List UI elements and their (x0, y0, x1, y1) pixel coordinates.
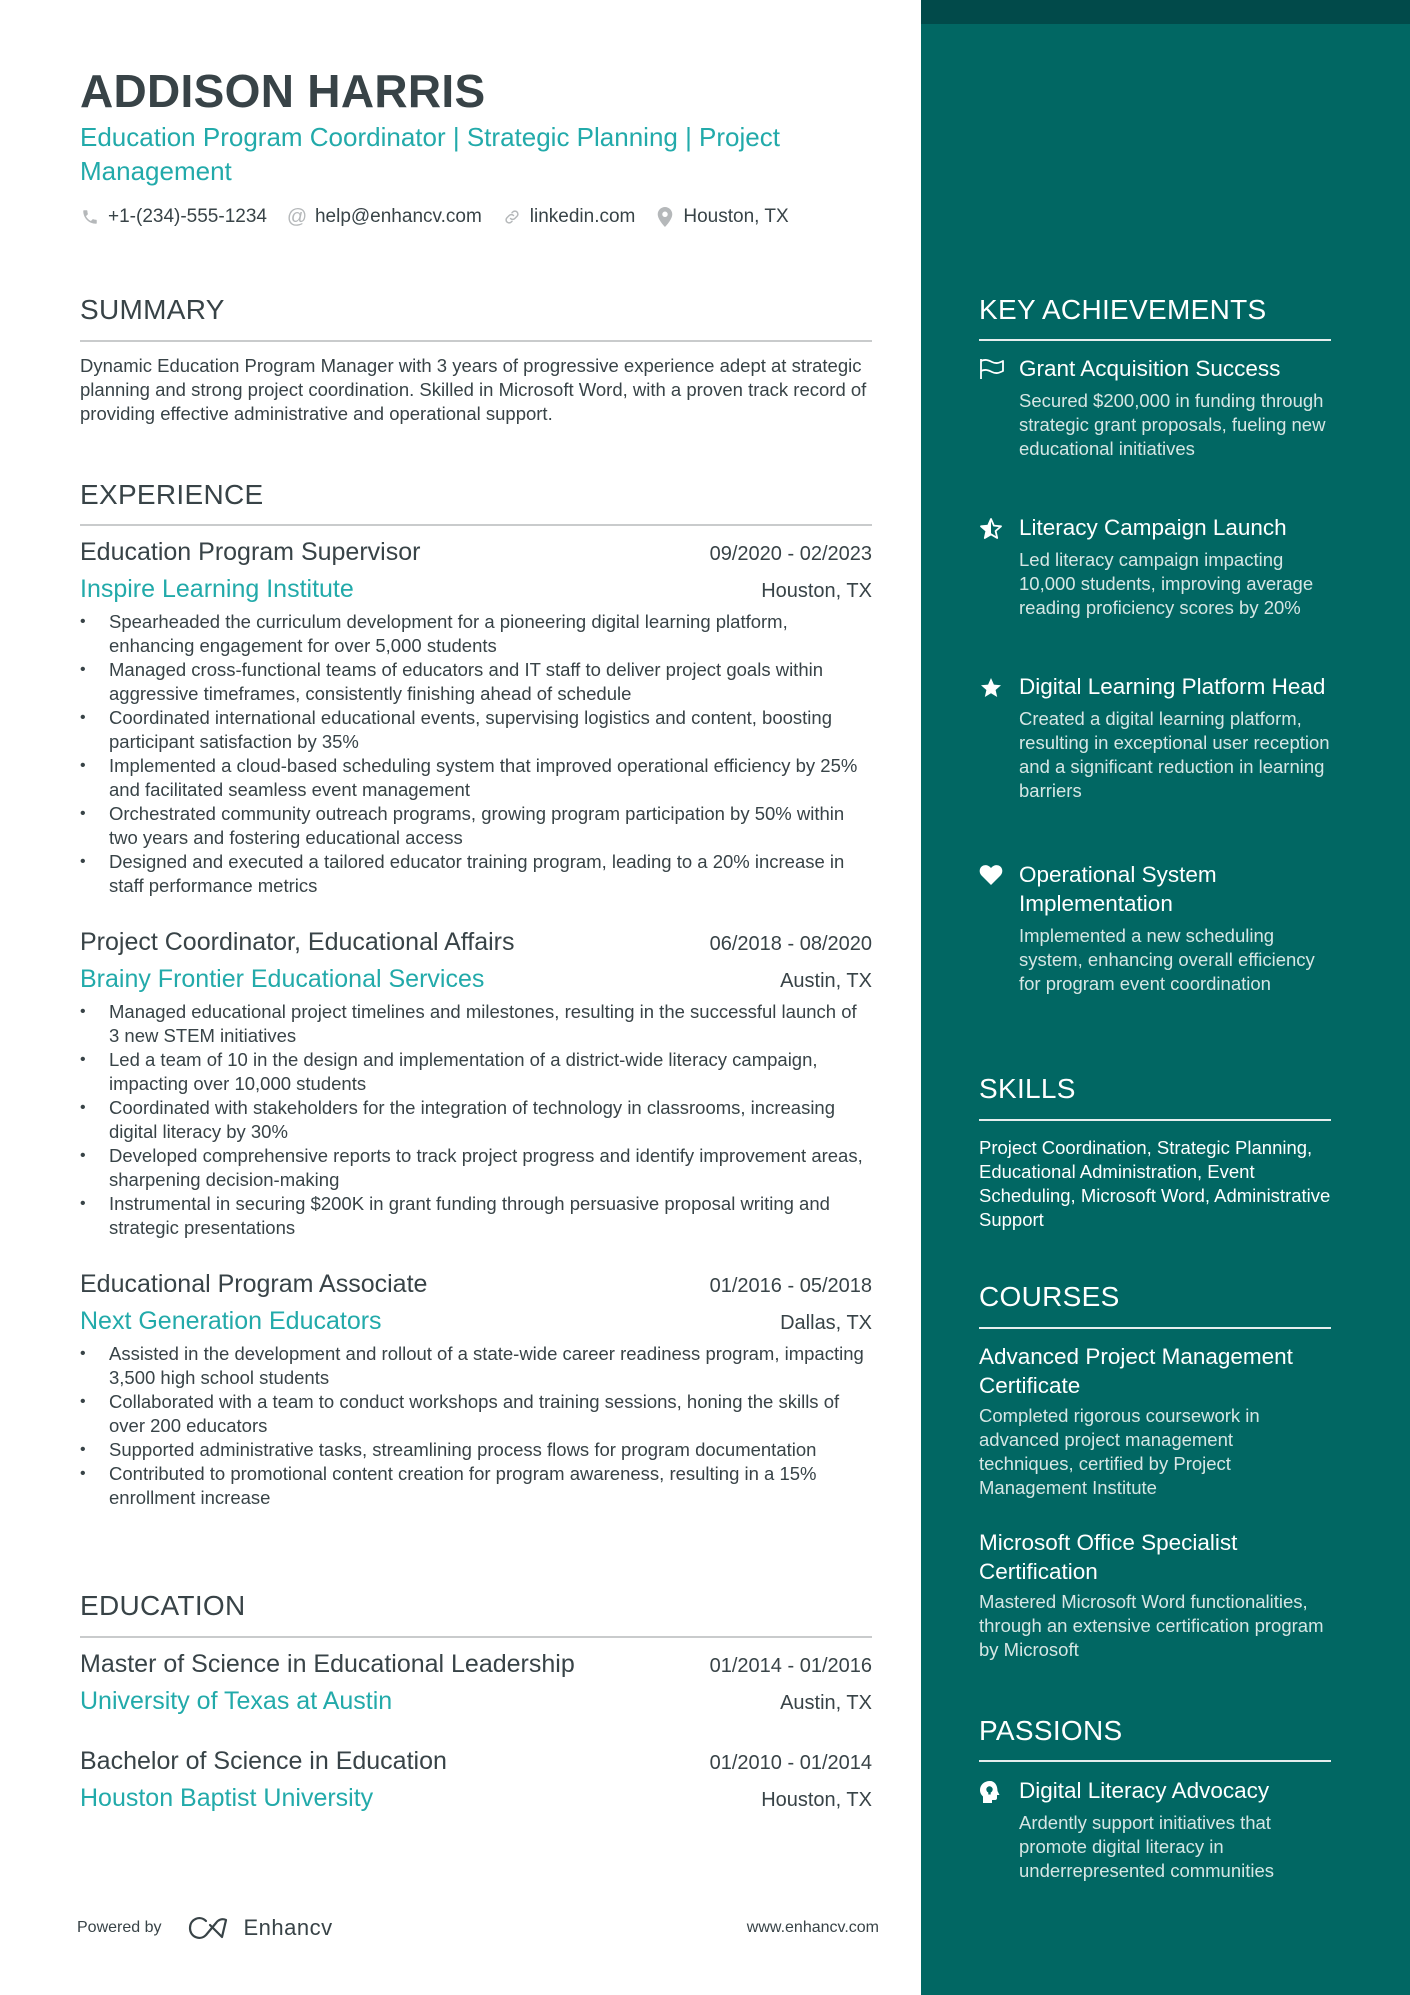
passion-desc: Ardently support initiatives that promote digital literacy in underrepresented communities (1019, 1812, 1275, 1881)
job-bullet: • Developed comprehensive reports to track project progress and identify improvement areas, sharpening decision-making (80, 1144, 872, 1192)
skills-text: Project Coordination, Strategic Planning, Educational Administration, Event Scheduling, Microsoft Word, Administrative Support (979, 1137, 1331, 1230)
website-link[interactable]: www.enhancv.com (746, 1919, 879, 1936)
job-bullets (80, 1000, 872, 1240)
job-title: Project Coordinator, Educational Affairs (80, 928, 515, 956)
education-entry (80, 1747, 872, 1813)
achievement-desc: Led literacy campaign impacting 10,000 students, improving average reading proficiency scores by 20% (1019, 549, 1314, 618)
experience-divider (80, 524, 872, 526)
job-entry (80, 538, 872, 898)
passion-title: Digital Literacy Advocacy (1019, 1778, 1270, 1803)
contact-linkedin-text: linkedin.com (529, 206, 636, 227)
passion-item (979, 1776, 1331, 1883)
course-item (979, 1342, 1331, 1500)
achievement-desc: Secured $200,000 in funding through strategic grant proposals, fueling new educational initiatives (1019, 390, 1326, 459)
education-location: Houston, TX (761, 1789, 872, 1811)
achievement-item (979, 513, 1331, 620)
education-dates: 01/2014 - 01/2016 (709, 1655, 872, 1677)
experience-heading: EXPERIENCE (80, 479, 264, 510)
summary-divider (80, 340, 872, 342)
job-bullet: • Contributed to promotional content creation for program awareness, resulting in a 15% enrollment increase (80, 1462, 872, 1510)
skills-divider (979, 1119, 1331, 1121)
enhancv-logo-icon (188, 1915, 234, 1941)
achievement-title: Grant Acquisition Success (1019, 356, 1281, 381)
education-heading: EDUCATION (80, 1590, 246, 1621)
flag-icon (979, 354, 1019, 461)
courses-heading: COURSES (979, 1281, 1120, 1312)
course-desc: Completed rigorous coursework in advanced project management techniques, certified by Project Management Institute (979, 1405, 1260, 1498)
achievements-divider (979, 339, 1331, 341)
contact-phone[interactable] (80, 206, 267, 228)
head-lightbulb-icon (979, 1776, 1019, 1883)
contact-bar (80, 206, 809, 228)
achievement-item (979, 860, 1331, 996)
school: University of Texas at Austin (80, 1687, 393, 1715)
headline: Education Program Coordinator | Strategic Planning | Project Management (80, 122, 780, 186)
sidebar-top-band (921, 0, 1410, 24)
passions-divider (979, 1760, 1331, 1762)
location-pin-icon (655, 207, 675, 227)
contact-location (655, 206, 788, 228)
job-title: Educational Program Associate (80, 1270, 428, 1298)
job-bullet: • Managed educational project timelines and milestones, resulting in the successful launch of 3 new STEM initiatives (80, 1000, 872, 1048)
candidate-name: ADDISON HARRIS (80, 65, 486, 117)
powered-by (77, 1915, 333, 1941)
summary-text: Dynamic Education Program Manager with 3 years of progressive experience adept at strategic planning and strong project coordination. Skilled in Microsoft Word, with a proven track record of providing effective administrative and operational support. (80, 355, 867, 424)
achievement-item (979, 672, 1331, 803)
education-dates: 01/2010 - 01/2014 (709, 1752, 872, 1774)
job-company: Next Generation Educators (80, 1307, 382, 1335)
job-bullets (80, 610, 872, 898)
achievement-desc: Implemented a new scheduling system, enhancing overall efficiency for program event coordination (1019, 925, 1315, 994)
job-company: Brainy Frontier Educational Services (80, 965, 485, 993)
job-bullet: • Assisted in the development and rollout of a state-wide career readiness program, impacting 3,500 high school students (80, 1342, 872, 1390)
job-bullet: • Collaborated with a team to conduct workshops and training sessions, honing the skills of over 200 educators (80, 1390, 872, 1438)
contact-linkedin[interactable] (502, 206, 636, 228)
star-icon (979, 672, 1019, 803)
summary-heading: SUMMARY (80, 294, 225, 325)
job-dates: 09/2020 - 02/2023 (709, 543, 872, 565)
achievement-item (979, 354, 1331, 461)
contact-phone-text: +1-(234)-555-1234 (108, 206, 267, 227)
job-bullet: • Supported administrative tasks, streamlining process flows for program documentation (80, 1438, 872, 1462)
phone-icon (80, 207, 100, 227)
job-bullets (80, 1342, 872, 1510)
achievements-heading: KEY ACHIEVEMENTS (979, 294, 1267, 325)
contact-location-text: Houston, TX (683, 206, 789, 227)
link-icon (502, 207, 522, 227)
footer (77, 1915, 879, 1941)
enhancv-logo[interactable] (188, 1915, 333, 1941)
heart-icon (979, 860, 1019, 996)
achievement-title: Operational System Implementation (1019, 862, 1217, 916)
degree: Master of Science in Educational Leadership (80, 1650, 575, 1678)
job-location: Dallas, TX (780, 1312, 872, 1334)
achievement-title: Digital Learning Platform Head (1019, 674, 1326, 699)
job-bullet: • Coordinated international educational events, supervising logistics and content, boosting participant satisfaction by 35% (80, 706, 872, 754)
school: Houston Baptist University (80, 1784, 374, 1812)
education-entry (80, 1650, 872, 1716)
job-entry (80, 1270, 872, 1510)
course-desc: Mastered Microsoft Word functionalities, through an extensive certification program by Microsoft (979, 1591, 1324, 1660)
job-bullet: • Designed and executed a tailored educator training program, leading to a 20% increase in staff performance metrics (80, 850, 872, 898)
contact-email-text: help@enhancv.com (314, 206, 482, 227)
skills-heading: SKILLS (979, 1073, 1076, 1104)
course-title: Advanced Project Management Certificate (979, 1344, 1293, 1398)
course-item (979, 1528, 1331, 1662)
course-title: Microsoft Office Specialist Certification (979, 1530, 1238, 1584)
job-bullet: • Implemented a cloud-based scheduling system that improved operational efficiency by 25% and facilitated seamless event management (80, 754, 872, 802)
job-company: Inspire Learning Institute (80, 575, 354, 603)
job-dates: 01/2016 - 05/2018 (709, 1275, 872, 1297)
job-entry (80, 928, 872, 1240)
job-title: Education Program Supervisor (80, 538, 421, 566)
degree: Bachelor of Science in Education (80, 1747, 447, 1775)
courses-divider (979, 1327, 1331, 1329)
job-dates: 06/2018 - 08/2020 (709, 933, 872, 955)
achievement-desc: Created a digital learning platform, resulting in exceptional user reception and a significant reduction in learning barriers (1019, 708, 1330, 801)
passions-heading: PASSIONS (979, 1715, 1123, 1746)
job-location: Austin, TX (780, 970, 872, 992)
job-bullet: • Instrumental in securing $200K in grant funding through persuasive proposal writing and strategic presentations (80, 1192, 872, 1240)
education-location: Austin, TX (780, 1692, 872, 1714)
sidebar (921, 0, 1410, 1995)
job-bullet: • Orchestrated community outreach programs, growing program participation by 50% within two years and fostering educational access (80, 802, 872, 850)
achievement-title: Literacy Campaign Launch (1019, 515, 1287, 540)
education-divider (80, 1636, 872, 1638)
job-location: Houston, TX (761, 580, 872, 602)
job-bullet: • Spearheaded the curriculum development for a pioneering digital learning platform, enhancing engagement for over 5,000 students (80, 610, 872, 658)
contact-email[interactable] (287, 206, 482, 228)
enhancv-brand: Enhancv (243, 1915, 333, 1940)
star-half-icon (979, 513, 1019, 620)
job-bullet: • Coordinated with stakeholders for the integration of technology in classrooms, increasing digital literacy by 30% (80, 1096, 872, 1144)
job-bullet: • Led a team of 10 in the design and implementation of a district-wide literacy campaign, impacting over 10,000 students (80, 1048, 872, 1096)
job-bullet: • Managed cross-functional teams of educators and IT staff to deliver project goals within aggressive timeframes, consistently finishing ahead of schedule (80, 658, 872, 706)
at-icon: @ (286, 205, 308, 228)
powered-by-label: Powered by (77, 1919, 162, 1936)
